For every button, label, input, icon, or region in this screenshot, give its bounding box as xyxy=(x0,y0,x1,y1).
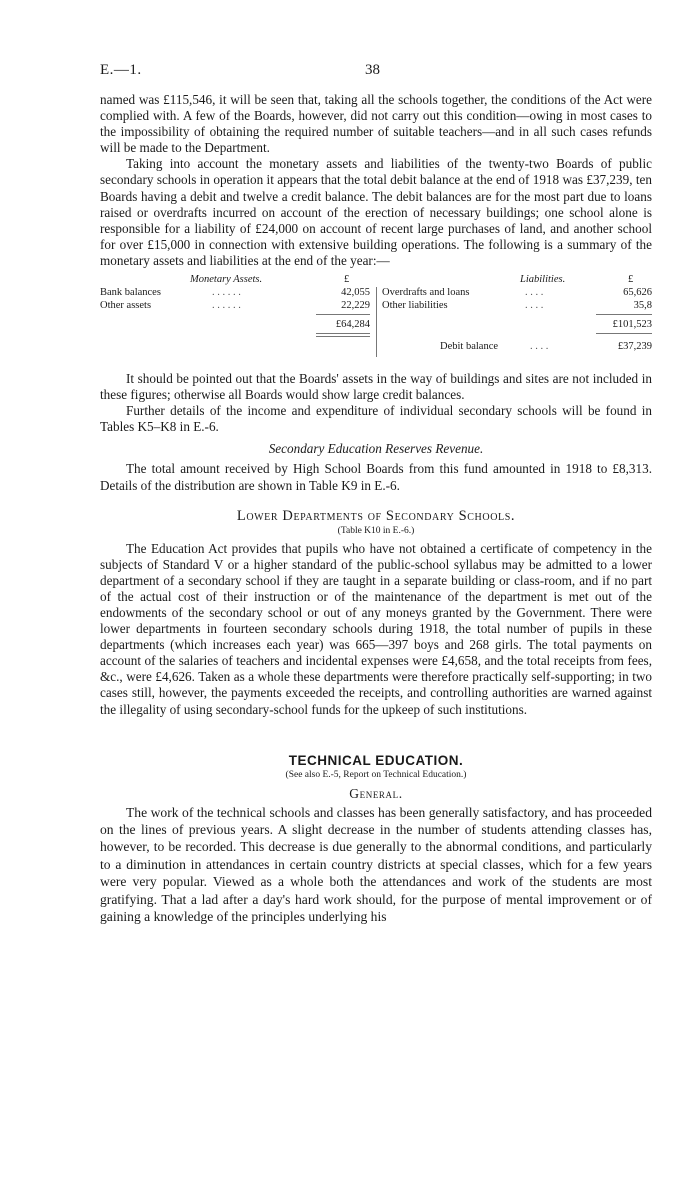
assets-pound-symbol: £ xyxy=(344,274,350,286)
assets-liabilities-table xyxy=(100,273,652,363)
liabilities-total: £101,523 xyxy=(612,319,652,331)
assets-total-rule xyxy=(316,333,370,334)
table-column-divider xyxy=(376,287,377,357)
asset-row-value: 22,229 xyxy=(341,300,370,312)
paragraph-4: Further details of the income and expenditure of individual secondary schools will be found in Tables K5–K8 in E.-6. xyxy=(100,403,652,435)
liability-row-label: Other liabilities xyxy=(382,300,448,312)
report-reference: E.—1. xyxy=(100,62,142,78)
asset-row-dots: . . . . . . xyxy=(212,287,241,299)
debit-balance-label: Debit balance xyxy=(440,341,499,353)
liability-row-value: 65,626 xyxy=(623,287,652,299)
page-number: 38 xyxy=(365,62,380,78)
assets-heading: Monetary Assets. xyxy=(190,274,263,286)
assets-total: £64,284 xyxy=(335,319,370,331)
liability-row-value: 35,8 xyxy=(633,300,652,312)
lower-departments-heading: Lower Departments of Secondary Schools. xyxy=(236,507,516,524)
general-heading: General. xyxy=(349,785,403,801)
assets-sum-rule xyxy=(316,314,370,315)
asset-row-label: Other assets xyxy=(100,300,152,312)
liabilities-total-rule xyxy=(596,333,652,334)
asset-row-value: 42,055 xyxy=(341,287,370,299)
technical-body xyxy=(100,804,652,926)
liabilities-pound-symbol: £ xyxy=(628,274,634,286)
paragraph-1: named was £115,546, it will be seen that, taking all the schools together, the conditions of the Act were complied with. A few of the Boards, however, did not carry out this condition—owing in most cases to the impossibility of obtaining the required number of suitable teachers—and in all such cases refunds will be made to the Department. xyxy=(100,92,652,156)
paragraph-7: The work of the technical schools and classes has been generally satisfactory, and has proceeded on the lines of previous years. A slight decrease in the number of students attending classes has, however, to be recorded. This decrease is due generally to the abnormal conditions, and particularly to a diminution in attendances in certain country districts at special classes, which for a few years were very popular. Viewed as a whole both the attendances and work of the students are most gratifying. That a lad after a day's hard work should, for the purpose of mental improvement or of gaining a knowledge of the principles underlying his xyxy=(100,804,652,925)
paragraph-2: Taking into account the monetary assets and liabilities of the twenty-two Boards of public secondary schools in operation it appears that the total debit balance at the end of 1918 was £37,239, ten Boards having a debit and twelve a credit balance. The debit balances are for the most part due to loans raised or overdrafts incurred on account of the erection of necessary buildings; one school alone is responsible for a liability of £24,000 on account of recent large purchases of land, and another school for over £15,000 in connection with extensive building operations. The following is a summary of the monetary assets and liabilities at the end of the year:— xyxy=(100,156,652,268)
assets-total-double-rule xyxy=(316,336,370,337)
liabilities-heading: Liabilities. xyxy=(520,274,566,286)
page-header xyxy=(100,62,652,82)
technical-education-heading: TECHNICAL EDUCATION. xyxy=(288,752,464,768)
asset-row-dots: . . . . . . xyxy=(212,300,241,312)
paragraph-5: The total amount received by High School Boards from this fund amounted in 1918 to £8,313. Details of the distribution are shown in Table K9 in E.-6. xyxy=(100,461,652,493)
debit-balance-value: £37,239 xyxy=(617,341,652,353)
paragraph-3: It should be pointed out that the Boards' assets in the way of buildings and sites are not included in these figures; otherwise all Boards would show large credit balances. xyxy=(100,371,652,403)
technical-education-note: (See also E.-5, Report on Technical Education.) xyxy=(285,769,467,780)
paragraph-6: The Education Act provides that pupils who have not obtained a certificate of competency in the subjects of Standard V or a higher standard of the public-school syllabus may be admitted to a lower department of a secondary school if they are taught in a separate building or class-room, and if no part of the actual cost of their instruction or of the maintenance of the department is met out of the endowments of the secondary school or out of any moneys granted by the Government. There were lower departments in fourteen secondary schools during 1918, the total number of pupils in these departments (which increases each year) was 665—397 boys and 268 girls. The total payments on account of the salaries of teachers and incidental expenses were £4,658, and the total receipts from fees, &c., were £4,626. Taken as a whole these departments were therefore practically self-supporting; in two cases still, however, the payments exceeded the receipts, and controlling authorities are warned against the illegality of using secondary-school funds for the upkeep of such institutions. xyxy=(100,540,652,717)
debit-balance-dots: . . . . xyxy=(530,341,549,353)
liabilities-sum-rule xyxy=(596,314,652,315)
liability-row-label: Overdrafts and loans xyxy=(382,287,470,299)
reserves-revenue-heading: Secondary Education Reserves Revenue. xyxy=(268,441,484,457)
page-content xyxy=(100,92,652,925)
liability-row-dots: . . . . xyxy=(525,287,544,299)
asset-row-label: Bank balances xyxy=(100,287,161,299)
lower-departments-note: (Table K10 in E.-6.) xyxy=(337,525,415,536)
liability-row-dots: . . . . xyxy=(525,300,544,312)
